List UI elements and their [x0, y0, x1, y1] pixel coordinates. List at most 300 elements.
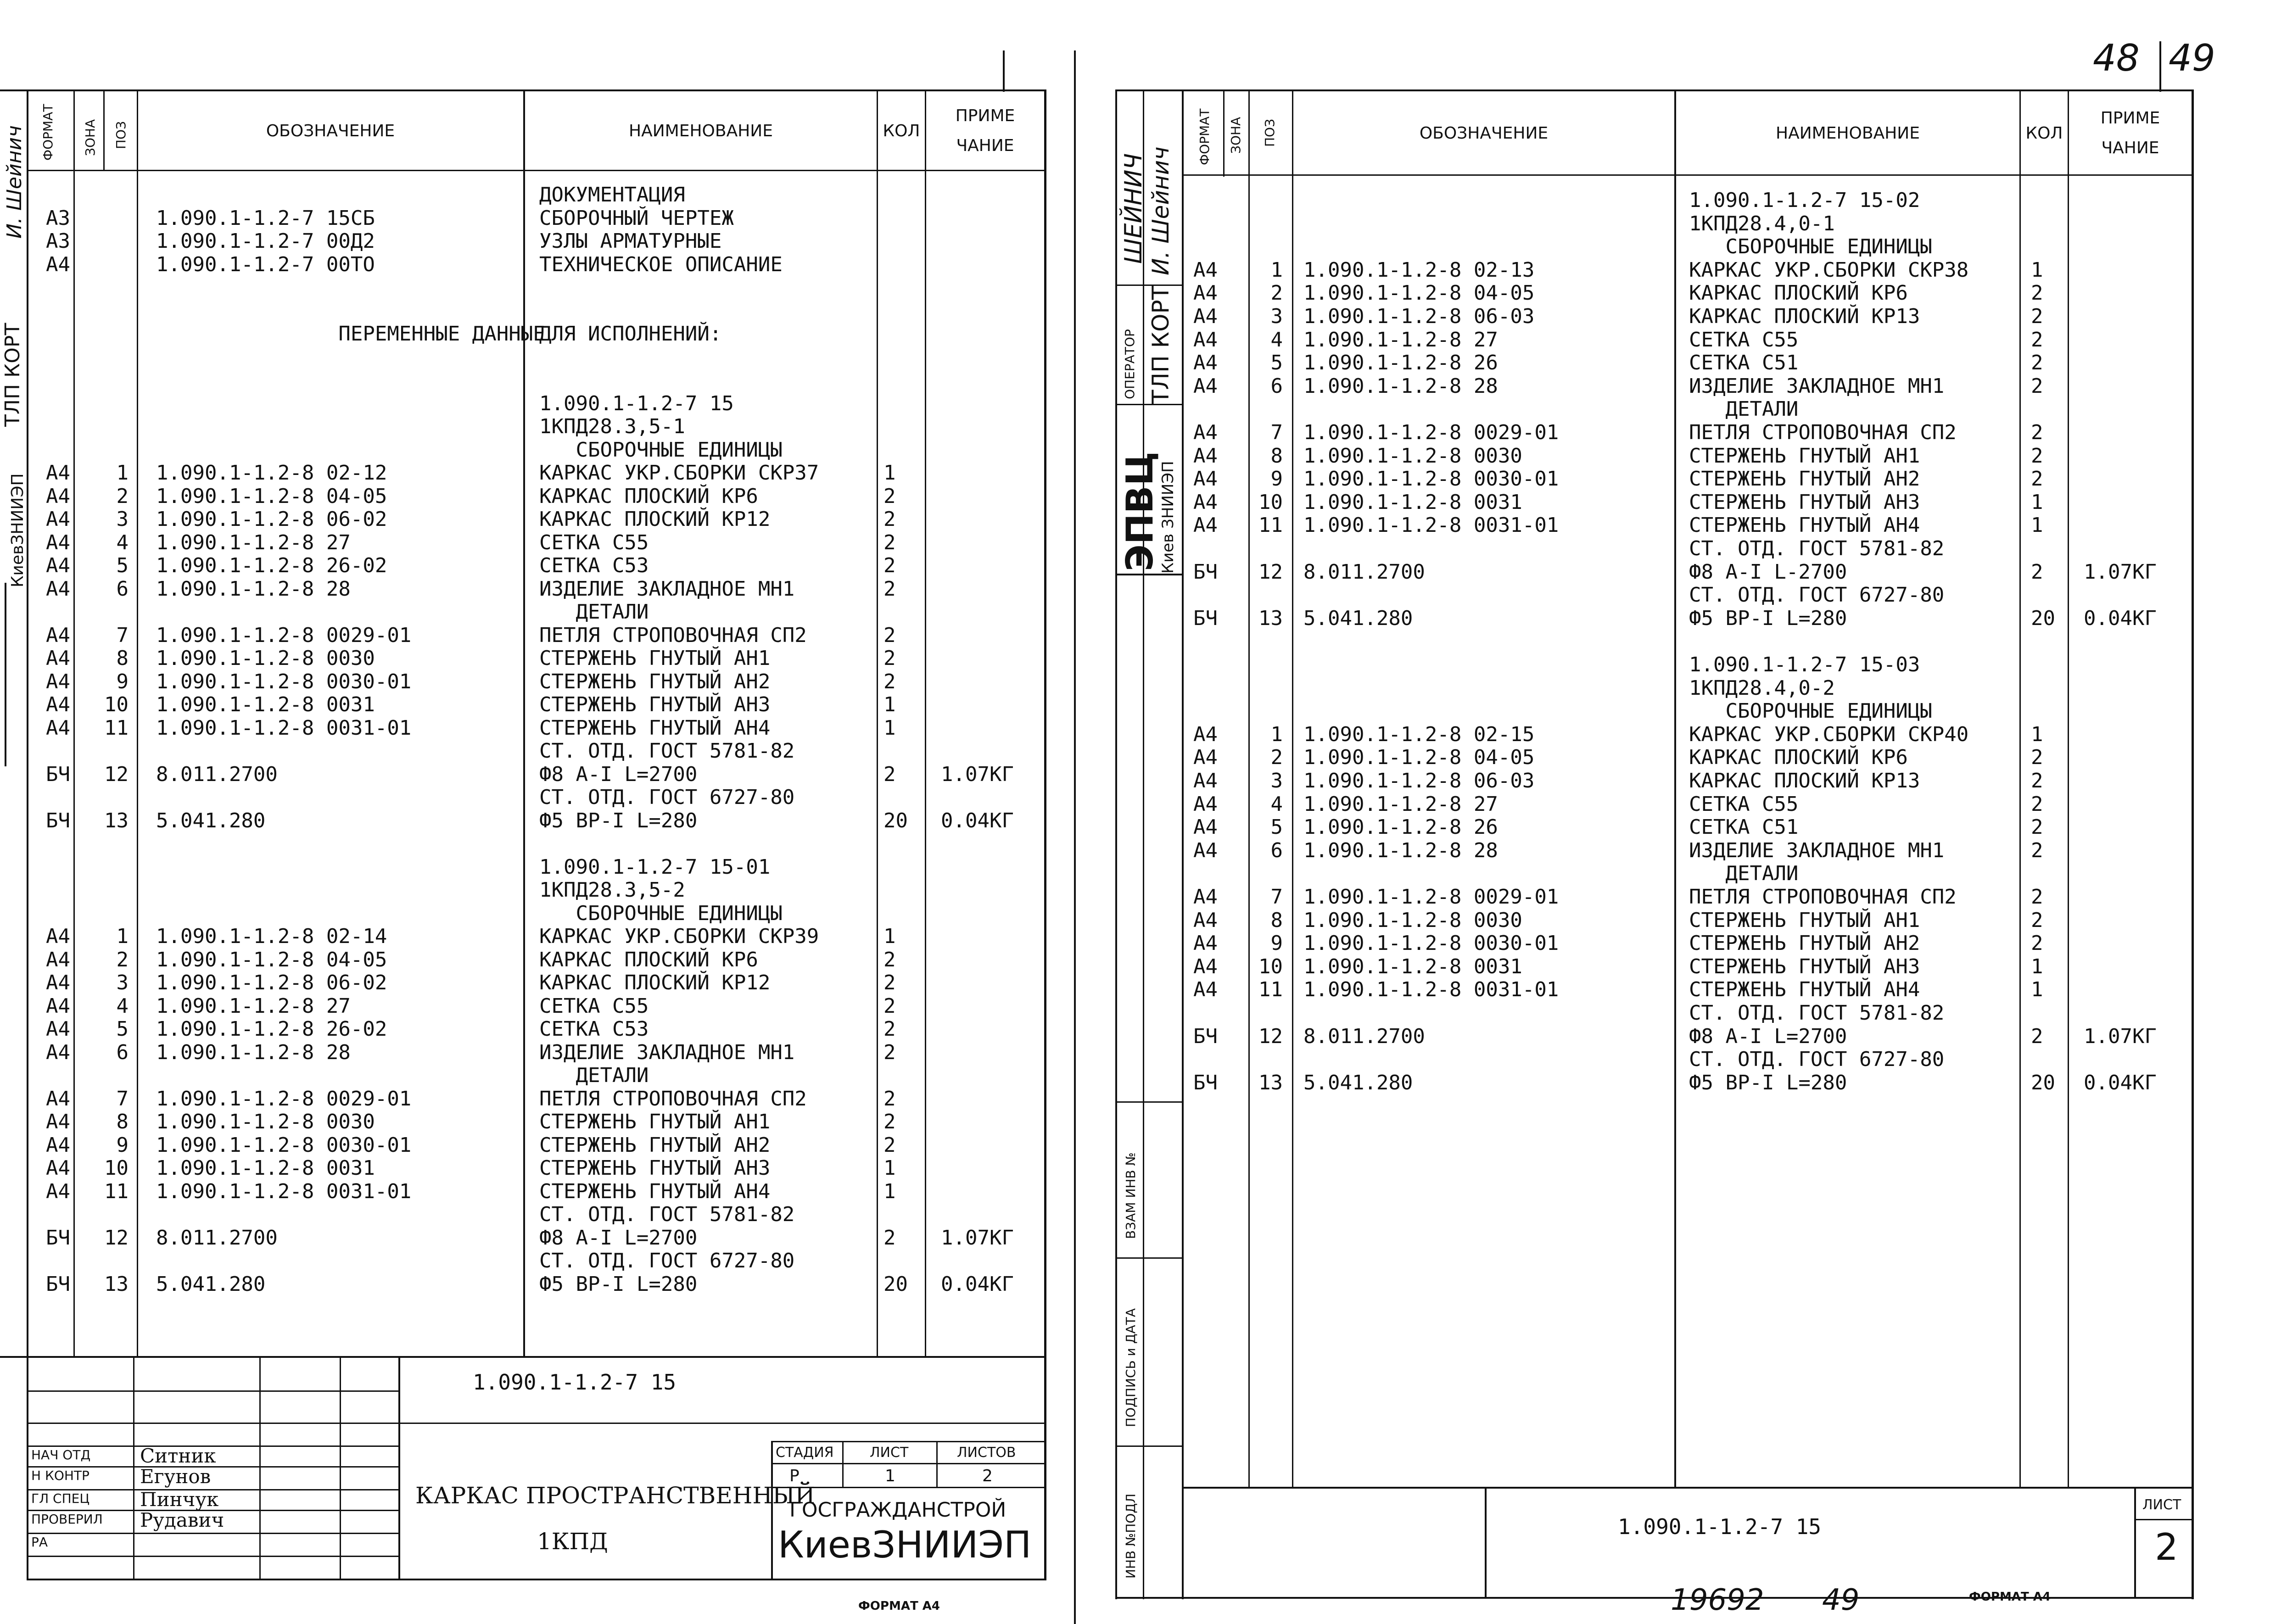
designation-cell: 1.090.1-1.2-8 06-03 [1303, 305, 1535, 328]
pos-cell: 9 [1270, 467, 1283, 491]
pos-cell: 10 [1258, 490, 1283, 514]
spec-row [0, 1072, 2287, 1094]
role-label: НАЧ ОТД [31, 1447, 91, 1462]
format-cell: А4 [46, 716, 70, 740]
side-field-sign-date: ПОДПИСЬ и ДАТА [1123, 1308, 1138, 1427]
designation-cell: 1.090.1-1.2-8 04-05 [1303, 746, 1535, 770]
name-cell: ПЕТЛЯ СТРОПОВОЧНАЯ СП2 [1689, 885, 1957, 909]
qty-cell: 2 [2031, 374, 2043, 398]
designation-cell: 1.090.1-1.2-8 0030 [156, 647, 375, 670]
name-cell: Ф8 А-I L=2700 [1689, 1024, 1847, 1048]
name-cell: ДЕТАЛИ [539, 600, 649, 624]
designation-cell: 1.090.1-1.2-8 0031-01 [156, 716, 412, 740]
pos-cell: 13 [104, 809, 129, 832]
side-field-inv-orig: ИНВ №ПОДЛ [1123, 1493, 1138, 1579]
pos-cell: 6 [116, 577, 129, 601]
format-cell: А4 [1193, 444, 1218, 468]
qty-cell: 2 [883, 623, 896, 647]
pos-cell: 8 [1270, 908, 1283, 932]
qty-cell: 2 [2031, 885, 2043, 909]
sheet-value: 1 [885, 1467, 895, 1485]
format-cell: А4 [1193, 305, 1218, 328]
format-cell: А3 [46, 206, 70, 230]
name-cell: СТЕРЖЕНЬ ГНУТЫЙ АН4 [539, 1179, 771, 1203]
note-cell: 0.04КГ [941, 1272, 1014, 1296]
name-cell: СТЕРЖЕНЬ ГНУТЫЙ АН1 [539, 647, 771, 670]
name-cell: СТЕРЖЕНЬ ГНУТЫЙ АН1 [1689, 908, 1920, 932]
name-cell: ТЕХНИЧЕСКОЕ ОПИСАНИЕ [539, 252, 783, 276]
name-cell: КАРКАС ПЛОСКИЙ КР6 [539, 948, 758, 971]
name-cell: СТ. ОТД. ГОСТ 6727-80 [1689, 583, 1945, 607]
r-header-designation: ОБОЗНАЧЕНИЕ [1419, 123, 1549, 143]
designation-cell: 1.090.1-1.2-8 04-05 [156, 948, 387, 971]
format-cell: А4 [46, 623, 70, 647]
format-cell: БЧ [1193, 1071, 1218, 1094]
designation-cell: 1.090.1-1.2-8 04-05 [1303, 281, 1535, 305]
designation-cell: 1.090.1-1.2-8 0031-01 [156, 1179, 412, 1203]
designation-cell: 1.090.1-1.2-8 27 [1303, 792, 1498, 816]
pos-cell: 5 [1270, 351, 1283, 375]
format-cell: А4 [46, 994, 70, 1018]
spec-row [0, 421, 2287, 444]
stamp-operator-name: ШЕЙНИЧ [1120, 153, 1147, 264]
qty-cell: 2 [2031, 467, 2043, 491]
spec-row [0, 700, 2287, 723]
spec-row [0, 607, 2287, 630]
qty-cell: 2 [2031, 444, 2043, 468]
qty-cell: 2 [2031, 792, 2043, 816]
format-cell: А4 [1193, 908, 1218, 932]
pos-cell: 7 [1270, 421, 1283, 444]
sheets-label: ЛИСТОВ [957, 1445, 1016, 1461]
name-cell: СТЕРЖЕНЬ ГНУТЫЙ АН3 [1689, 954, 1920, 978]
qty-cell: 20 [883, 809, 908, 832]
name-cell: ДЕТАЛИ [1689, 862, 1799, 886]
name-cell: 1КПД28.4,0-2 [1689, 676, 1835, 700]
format-cell: А4 [46, 484, 70, 508]
qty-cell: 2 [883, 1017, 896, 1041]
name-cell: СЕТКА С55 [539, 994, 649, 1018]
designation-cell: 1.090.1-1.2-8 27 [156, 530, 351, 554]
designation-cell: 8.011.2700 [1303, 560, 1425, 584]
format-cell: А4 [1193, 815, 1218, 839]
spec-row [0, 839, 2287, 862]
designation-cell: 1.090.1-1.2-7 00ТО [156, 252, 375, 276]
stamp-org: ЭПВЦ [1118, 452, 1161, 571]
name-cell: СТ. ОТД. ГОСТ 5781-82 [539, 739, 795, 763]
name-cell: ДЛЯ ИСПОЛНЕНИЙ: [539, 322, 722, 346]
pos-cell: 1 [116, 925, 129, 948]
format-cell: БЧ [46, 809, 70, 832]
name-cell: 1.090.1-1.2-7 15 [539, 391, 734, 415]
pos-cell: 4 [116, 994, 129, 1018]
pos-cell: 13 [1258, 606, 1283, 630]
format-cell: А4 [46, 647, 70, 670]
qty-cell: 1 [2031, 258, 2043, 282]
format-cell: БЧ [46, 1272, 70, 1296]
name-cell: КАРКАС УКР.СБОРКИ СКР37 [539, 461, 819, 485]
pos-cell: 10 [104, 1156, 129, 1180]
format-cell: БЧ [1193, 560, 1218, 584]
pos-cell: 5 [116, 1017, 129, 1041]
page-number: 49 [1822, 1583, 1860, 1617]
format-cell: А4 [1193, 421, 1218, 444]
pos-cell: 1 [1270, 258, 1283, 282]
qty-cell: 2 [2031, 1024, 2043, 1048]
designation-cell: 1.090.1-1.2-8 0030 [1303, 444, 1522, 468]
format-cell: А4 [46, 1156, 70, 1180]
format-cell: А4 [1193, 490, 1218, 514]
designation-cell: 1.090.1-1.2-8 28 [156, 577, 351, 601]
name-cell: 1.090.1-1.2-7 15-03 [1689, 653, 1920, 676]
designation-cell: 1.090.1-1.2-8 28 [1303, 838, 1498, 862]
corner-mark-a: 48 [2093, 37, 2140, 79]
pos-cell: 3 [1270, 305, 1283, 328]
name-cell: Ф5 ВР-I L=280 [1689, 1071, 1847, 1094]
format-cell: А4 [46, 461, 70, 485]
designation-cell: 8.011.2700 [156, 762, 278, 786]
qty-cell: 2 [2031, 281, 2043, 305]
name-cell: СБОРОЧНЫЕ ЕДИНИЦЫ [539, 901, 783, 925]
pos-cell: 2 [116, 948, 129, 971]
name-cell: СТ. ОТД. ГОСТ 6727-80 [539, 1249, 795, 1272]
designation-cell: 1.090.1-1.2-8 04-05 [156, 484, 387, 508]
right-sheet-value: 2 [2155, 1526, 2178, 1568]
pos-cell: 3 [116, 971, 129, 994]
pos-cell: 13 [104, 1272, 129, 1296]
format-cell: БЧ [46, 762, 70, 786]
pos-cell: 13 [1258, 1071, 1283, 1094]
name-cell: КАРКАС УКР.СБОРКИ СКР38 [1689, 258, 1969, 282]
pos-cell: 6 [1270, 374, 1283, 398]
name-cell: СТ. ОТД. ГОСТ 6727-80 [1689, 1048, 1945, 1072]
name-cell: СЕТКА С51 [1689, 351, 1799, 375]
format-cell: А4 [1193, 328, 1218, 352]
designation-cell: 1.090.1-1.2-8 06-03 [1303, 769, 1535, 792]
pos-cell: 12 [1258, 560, 1283, 584]
name-cell: Ф8 А-I L=2700 [539, 1226, 698, 1250]
pos-cell: 2 [1270, 281, 1283, 305]
name-cell: Ф8 А-I L=2700 [539, 762, 698, 786]
pos-cell: 12 [104, 1226, 129, 1250]
name-cell: СТЕРЖЕНЬ ГНУТЫЙ АН1 [539, 1110, 771, 1133]
spec-row [0, 653, 2287, 676]
spec-row [0, 282, 2287, 305]
format-cell: А4 [46, 693, 70, 716]
name-cell: 1.090.1-1.2-7 15-01 [539, 855, 771, 879]
pos-cell: 10 [104, 693, 129, 716]
pos-cell: 12 [1258, 1024, 1283, 1048]
name-cell: СТ. ОТД. ГОСТ 5781-82 [1689, 537, 1945, 560]
pos-cell: 2 [116, 484, 129, 508]
spec-row [0, 932, 2287, 955]
name-cell: СБОРОЧНЫЕ ЕДИНИЦЫ [1689, 235, 1932, 259]
role-label: ГЛ СПЕЦ [31, 1491, 90, 1506]
qty-cell: 1 [883, 461, 896, 485]
qty-cell: 2 [2031, 769, 2043, 792]
qty-cell: 20 [2031, 1071, 2055, 1094]
name-cell: СТЕРЖЕНЬ ГНУТЫЙ АН4 [539, 716, 771, 740]
r-header-name: НАИМЕНОВАНИЕ [1776, 123, 1920, 143]
format-cell: А4 [46, 971, 70, 994]
format-cell: А4 [46, 1110, 70, 1133]
spec-row [0, 770, 2287, 792]
r-header-zone: ЗОНА [1228, 117, 1243, 154]
pos-cell: 8 [116, 1110, 129, 1133]
qty-cell: 2 [2031, 815, 2043, 839]
designation-cell: 1.090.1-1.2-8 0030-01 [1303, 467, 1559, 491]
format-cell: БЧ [1193, 1024, 1218, 1048]
designation-cell: 1.090.1-1.2-8 02-15 [1303, 722, 1535, 746]
format-cell: А4 [46, 508, 70, 531]
name-cell: ИЗДЕЛИЕ ЗАКЛАДНОЕ МН1 [539, 1040, 795, 1064]
designation-cell: 1.090.1-1.2-8 02-13 [1303, 258, 1535, 282]
left-margin-org: КиевЗНИИЭП [8, 473, 27, 587]
pos-cell: 5 [116, 554, 129, 577]
format-cell: А4 [46, 925, 70, 948]
note-cell: 0.04КГ [941, 809, 1014, 832]
spec-row [0, 305, 2287, 328]
designation-cell: 1.090.1-1.2-8 0029-01 [156, 623, 412, 647]
spec-row [0, 537, 2287, 560]
name-cell: СТ. ОТД. ГОСТ 6727-80 [539, 786, 795, 809]
name-cell: СТЕРЖЕНЬ ГНУТЫЙ АН2 [539, 1133, 771, 1157]
name-cell: СЕТКА С55 [539, 530, 649, 554]
pos-cell: 1 [116, 461, 129, 485]
qty-cell: 2 [883, 484, 896, 508]
qty-cell: 2 [2031, 421, 2043, 444]
pos-cell: 8 [1270, 444, 1283, 468]
qty-cell: 2 [883, 762, 896, 786]
pos-cell: 4 [1270, 792, 1283, 816]
spec-row [0, 584, 2287, 607]
qty-cell: 2 [2031, 351, 2043, 375]
format-cell: А4 [1193, 258, 1218, 282]
designation-cell: 1.090.1-1.2-8 0029-01 [1303, 885, 1559, 909]
header-qty: КОЛ [883, 121, 920, 140]
pos-cell: 1 [1270, 722, 1283, 746]
pos-cell: 11 [1258, 978, 1283, 1002]
spec-row [0, 955, 2287, 978]
name-cell: Ф5 ВР-I L=280 [539, 809, 698, 832]
stage-value: Р [789, 1467, 800, 1485]
left-title-line2: 1КПД [537, 1528, 608, 1555]
name-cell: СТЕРЖЕНЬ ГНУТЫЙ АН4 [1689, 513, 1920, 537]
qty-cell: 1 [883, 716, 896, 740]
pos-cell: 2 [1270, 746, 1283, 770]
pos-cell: 6 [1270, 838, 1283, 862]
name-cell: СЕТКА С51 [1689, 815, 1799, 839]
designation-cell: 1.090.1-1.2-8 0030-01 [156, 670, 412, 693]
spec-row [0, 189, 2287, 212]
designation-cell: 1.090.1-1.2-8 26-02 [156, 1017, 387, 1041]
format-cell: А4 [1193, 885, 1218, 909]
designation-cell: 8.011.2700 [156, 1226, 278, 1250]
header-name: НАИМЕНОВАНИЕ [629, 121, 773, 140]
spec-row [0, 235, 2287, 258]
r-header-note: ПРИМЕ ЧАНИЕ [2100, 109, 2160, 157]
designation-cell: 1.090.1-1.2-8 06-02 [156, 971, 387, 994]
name-cell: Ф5 ВР-I L=280 [539, 1272, 698, 1296]
name-cell: СТЕРЖЕНЬ ГНУТЫЙ АН3 [1689, 490, 1920, 514]
name-cell: ПЕТЛЯ СТРОПОВОЧНАЯ СП2 [539, 623, 807, 647]
qty-cell: 2 [883, 1087, 896, 1111]
qty-cell: 2 [883, 1133, 896, 1157]
qty-cell: 2 [2031, 328, 2043, 352]
designation-cell: 1.090.1-1.2-7 00Д2 [156, 229, 375, 253]
note-cell: 1.07КГ [941, 762, 1014, 786]
pos-cell: 6 [116, 1040, 129, 1064]
left-doc-code: 1.090.1-1.2-7 15 [473, 1370, 677, 1395]
name-cell: КАРКАС ПЛОСКИЙ КР6 [539, 484, 758, 508]
designation-cell: 1.090.1-1.2-8 26 [1303, 351, 1498, 375]
qty-cell: 2 [2031, 932, 2043, 955]
pos-cell: 4 [1270, 328, 1283, 352]
role-label: Н КОНТР [31, 1468, 89, 1483]
designation-cell: 1.090.1-1.2-8 0029-01 [156, 1087, 412, 1111]
name-cell: СТЕРЖЕНЬ ГНУТЫЙ АН1 [1689, 444, 1920, 468]
spec-row [0, 746, 2287, 769]
qty-cell: 2 [883, 647, 896, 670]
spec-row [0, 978, 2287, 1001]
spec-row [0, 1025, 2287, 1048]
role-label: РА [31, 1535, 48, 1550]
spec-row [0, 793, 2287, 816]
format-cell: А4 [1193, 351, 1218, 375]
name-cell: Ф5 ВР-I L=280 [1689, 606, 1847, 630]
qty-cell: 2 [883, 530, 896, 554]
format-cell: А4 [46, 1040, 70, 1064]
spec-row [0, 259, 2287, 282]
name-cell: СТЕРЖЕНЬ ГНУТЫЙ АН3 [539, 1156, 771, 1180]
qty-cell: 2 [2031, 908, 2043, 932]
role-name: Пинчук [140, 1488, 219, 1511]
pos-cell: 8 [116, 647, 129, 670]
pos-cell: 4 [116, 530, 129, 554]
pos-cell: 9 [116, 670, 129, 693]
designation-cell: 1.090.1-1.2-8 0031 [1303, 490, 1522, 514]
name-cell: 1КПД28.3,5-2 [539, 878, 685, 902]
pos-cell: 9 [116, 1133, 129, 1157]
qty-cell: 2 [883, 994, 896, 1018]
pos-cell: 5 [1270, 815, 1283, 839]
designation-cell: 1.090.1-1.2-8 0031 [156, 693, 375, 716]
format-cell: А4 [46, 554, 70, 577]
format-cell: А4 [46, 948, 70, 971]
format-cell: А4 [1193, 978, 1218, 1002]
designation-cell: 1.090.1-1.2-8 02-14 [156, 925, 387, 948]
left-margin-signature: И. Шейнич [3, 125, 26, 239]
qty-cell: 1 [2031, 513, 2043, 537]
pos-cell: 12 [104, 762, 129, 786]
name-cell: КАРКАС ПЛОСКИЙ КР12 [539, 508, 771, 531]
qty-cell: 1 [883, 1179, 896, 1203]
qty-cell: 2 [2031, 838, 2043, 862]
sheets-value: 2 [982, 1467, 993, 1485]
stage-label: СТАДИЯ [776, 1445, 834, 1461]
name-cell: ИЗДЕЛИЕ ЗАКЛАДНОЕ МН1 [1689, 838, 1945, 862]
right-format-label: ФОРМАТ А4 [1969, 1590, 2051, 1604]
r-header-qty: КОЛ [2025, 123, 2063, 143]
designation-cell: 1.090.1-1.2-8 28 [1303, 374, 1498, 398]
format-cell: А4 [1193, 513, 1218, 537]
name-cell: СЕТКА С53 [539, 554, 649, 577]
designation-cell: 1.090.1-1.2-8 0030 [1303, 908, 1522, 932]
designation-cell: 1.090.1-1.2-8 0030-01 [156, 1133, 412, 1157]
spec-row [0, 1002, 2287, 1025]
format-cell: А4 [46, 670, 70, 693]
format-cell: А4 [1193, 281, 1218, 305]
spec-row [0, 816, 2287, 839]
format-cell: А4 [1193, 932, 1218, 955]
name-cell: СТЕРЖЕНЬ ГНУТЫЙ АН2 [1689, 932, 1920, 955]
left-format-label: ФОРМАТ А4 [858, 1599, 940, 1613]
note-cell: 1.07КГ [2084, 1024, 2157, 1048]
qty-cell: 1 [2031, 978, 2043, 1002]
name-cell: УЗЛЫ АРМАТУРНЫЕ [539, 229, 722, 253]
spec-row [0, 445, 2287, 468]
format-cell: А4 [1193, 746, 1218, 770]
side-field-inv-sub: ВЗАМ ИНВ № [1123, 1152, 1138, 1239]
name-cell: СЕТКА С55 [1689, 328, 1799, 352]
stamp-org-sub: Киев ЗНИИЭП [1159, 461, 1177, 574]
format-cell: А4 [46, 252, 70, 276]
name-cell: ДЕТАЛИ [1689, 397, 1799, 421]
format-cell: А4 [1193, 467, 1218, 491]
name-cell: СТЕРЖЕНЬ ГНУТЫЙ АН2 [539, 670, 771, 693]
right-sheet-label: ЛИСТ [2142, 1497, 2181, 1513]
qty-cell: 2 [883, 948, 896, 971]
sheet-label: ЛИСТ [870, 1445, 909, 1461]
designation-cell: 1.090.1-1.2-8 28 [156, 1040, 351, 1064]
qty-cell: 1 [2031, 722, 2043, 746]
spec-row [0, 862, 2287, 885]
format-cell: А4 [46, 577, 70, 601]
qty-cell: 1 [883, 693, 896, 716]
pos-cell: 11 [104, 716, 129, 740]
spec-row [0, 398, 2287, 421]
spec-row [0, 329, 2287, 352]
pos-cell: 11 [104, 1179, 129, 1203]
qty-cell: 2 [2031, 560, 2043, 584]
note-cell: 0.04КГ [2084, 1071, 2157, 1094]
designation-cell: 1.090.1-1.2-8 02-12 [156, 461, 387, 485]
qty-cell: 2 [2031, 746, 2043, 770]
pos-cell: 3 [1270, 769, 1283, 792]
name-cell: ПЕТЛЯ СТРОПОВОЧНАЯ СП2 [1689, 421, 1957, 444]
role-name: Егунов [140, 1465, 211, 1488]
spec-row [0, 909, 2287, 932]
name-cell: ИЗДЕЛИЕ ЗАКЛАДНОЕ МН1 [539, 577, 795, 601]
name-cell: КАРКАС ПЛОСКИЙ КР6 [1689, 746, 1908, 770]
corner-mark-b: 49 [2169, 37, 2215, 79]
spec-row [0, 352, 2287, 374]
spec-row [0, 212, 2287, 235]
format-cell: А4 [1193, 954, 1218, 978]
spec-row [0, 723, 2287, 746]
left-title-line1: КАРКАС ПРОСТРАНСТВЕННЫЙ [415, 1482, 815, 1509]
designation-cell: 1.090.1-1.2-8 0030 [156, 1110, 375, 1133]
name-cell: СТЕРЖЕНЬ ГНУТЫЙ АН3 [539, 693, 771, 716]
designation-cell: 1.090.1-1.2-8 27 [156, 994, 351, 1018]
name-cell: СЕТКА С55 [1689, 792, 1799, 816]
spec-row [0, 491, 2287, 514]
format-cell: А4 [46, 1179, 70, 1203]
r-header-format: ФОРМАТ [1197, 108, 1212, 165]
right-doc-code: 1.090.1-1.2-7 15 [1618, 1514, 1822, 1539]
pos-cell: 11 [1258, 513, 1283, 537]
name-cell: ИЗДЕЛИЕ ЗАКЛАДНОЕ МН1 [1689, 374, 1945, 398]
